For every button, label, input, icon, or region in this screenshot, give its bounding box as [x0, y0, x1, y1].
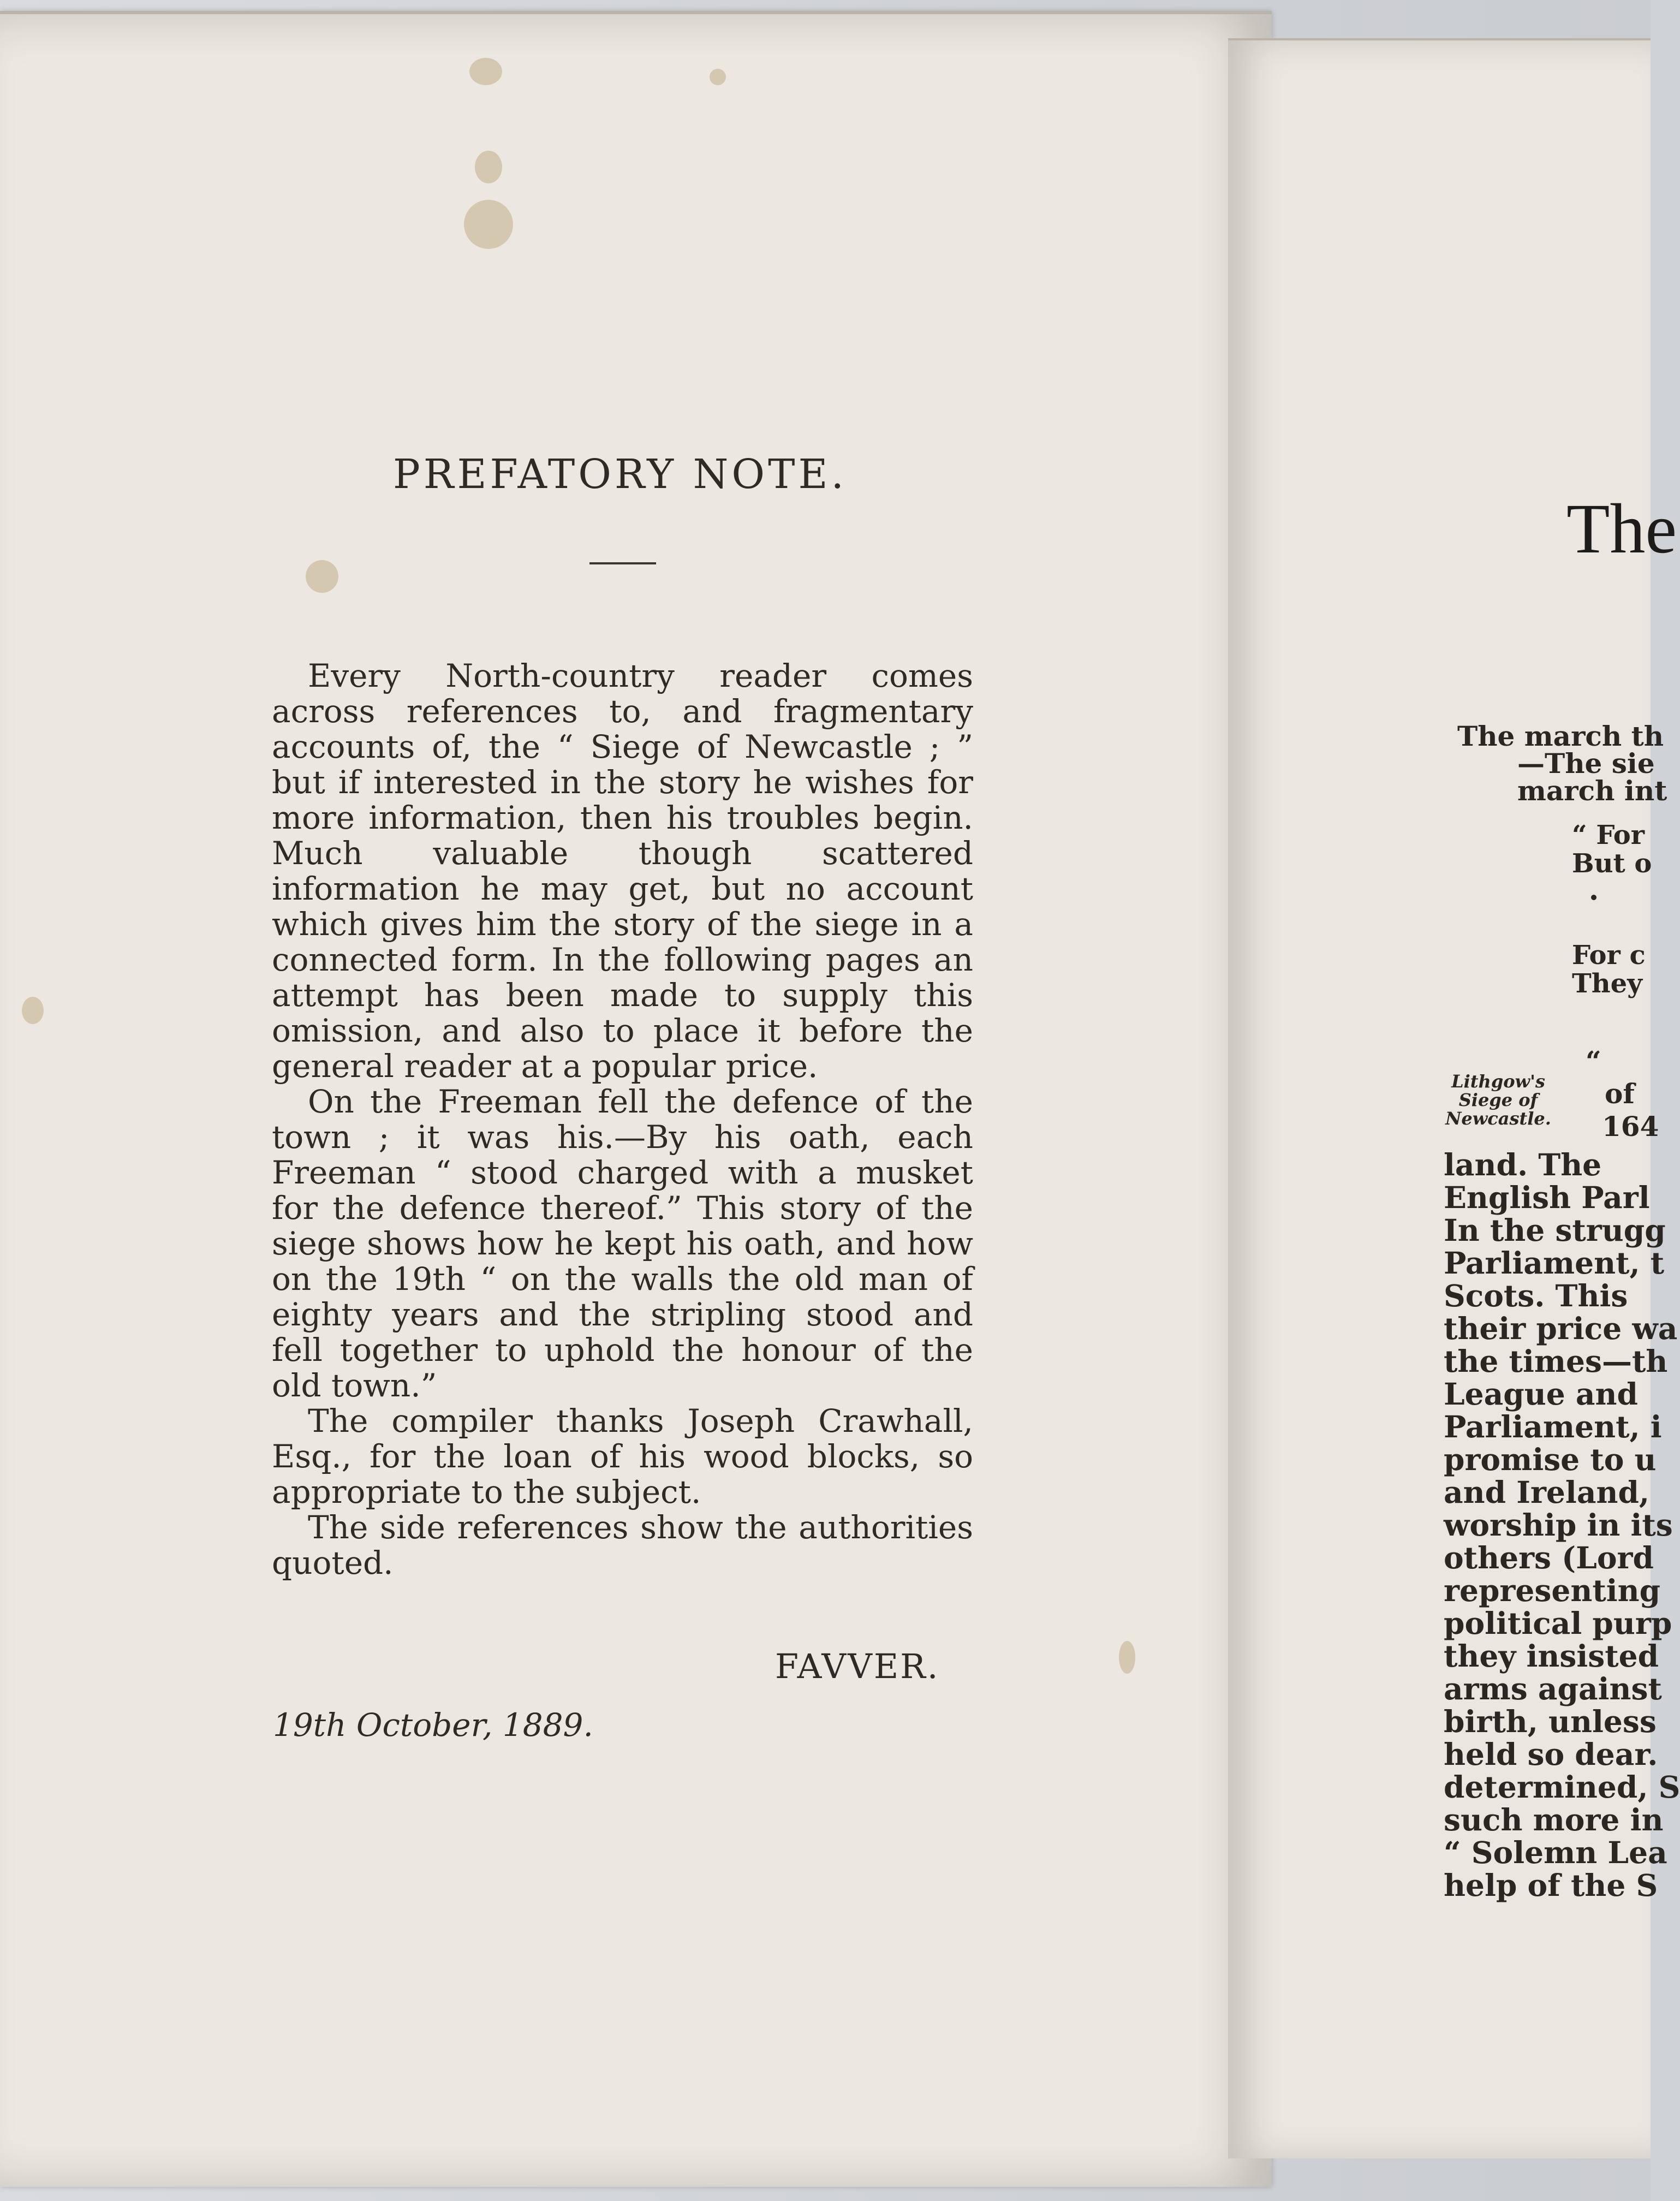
title-rule	[589, 562, 656, 564]
year-fragment: 164	[1602, 1110, 1659, 1143]
chapter-body: land. The English Parl In the strugg Parliament, t Scots. This their price wa the times—th League and Parliament, i promise to u and Ireland, worship in its others (Lord representing political purp they insisted arms against birth, unless held so dear. determined, S such more in “ Solemn Lea help of the S	[1444, 1147, 1680, 1903]
prefatory-text	[272, 658, 973, 1581]
quote-line: of	[1605, 1078, 1635, 1110]
quote-open: “	[1586, 1045, 1601, 1077]
ellipsis-dot	[1591, 895, 1596, 900]
signature: FAVVER.	[775, 1646, 940, 1686]
verse-line: “ For	[1572, 820, 1645, 850]
verse-line: They	[1572, 968, 1643, 999]
verse-line: But o	[1572, 848, 1652, 879]
summary-line: march int	[1517, 775, 1667, 807]
paragraph: Every North-country reader comes across references to, and fragmentary accounts of, the “ Siege of Newcastle ; ” but if interested in the story he wishes for more information, then his troubles begin. Much valuable though scattered information he may get, but no account which gives him the story of the siege in a connected form. In the following pages an attempt has been made to supply this omission, and also to place it before the general reader at a popular price.	[272, 657, 973, 1085]
summary-line: —The sie	[1517, 747, 1655, 780]
left-page	[0, 11, 1272, 2187]
foxing-spot	[306, 560, 338, 593]
verse-block	[1572, 821, 1652, 998]
side-reference: Lithgow's Siege of Newcastle.	[1445, 1071, 1551, 1129]
summary-line: The march th	[1457, 720, 1664, 752]
foxing-spot	[1119, 1641, 1135, 1674]
foxing-spot	[710, 69, 726, 85]
chapter-title-fragment: The	[1566, 490, 1677, 568]
page-title: PREFATORY NOTE.	[393, 451, 847, 498]
paragraph: The compiler thanks Joseph Crawhall, Esq., for the loan of his wood blocks, so appropriate to the subject.	[272, 1402, 973, 1510]
foxing-spot	[475, 151, 502, 183]
verse-line: For c	[1572, 940, 1646, 971]
paragraph: The side references show the authorities quoted.	[272, 1509, 973, 1581]
foxing-spot	[22, 997, 44, 1024]
date-line: 19th October, 1889.	[273, 1706, 593, 1744]
right-page	[1228, 38, 1680, 2158]
foxing-spot	[469, 58, 502, 85]
paragraph: On the Freeman fell the defence of the town ; it was his.—By his oath, each Freeman “ stood charged with a musket for the defence thereof.” This story of the siege shows how he kept his oath, and how on the 19th “ on the walls the old man of eighty years and the stripling stood and fell together to uphold the honour of the old town.”	[272, 1083, 973, 1404]
foxing-spot	[464, 200, 513, 249]
chapter-summary	[1457, 720, 1667, 807]
